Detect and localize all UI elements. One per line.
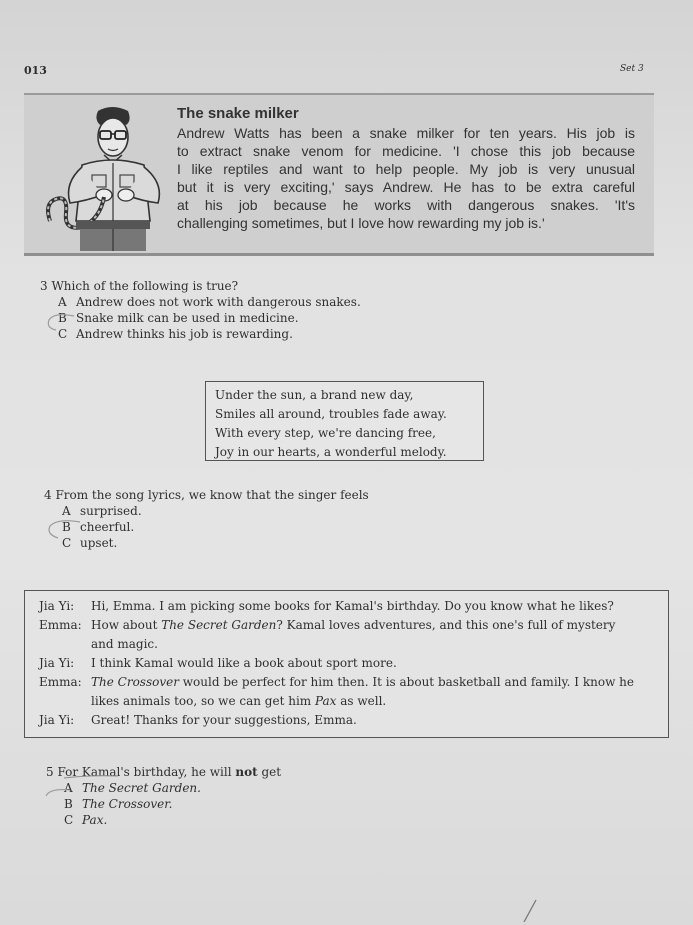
answer-option-a[interactable]: [40, 294, 361, 310]
passage-line: challenging sometimes, but I love how rewarding my job is.': [177, 215, 545, 231]
pencil-circle-mark: [44, 312, 78, 332]
question-stem: 3 Which of the following is true?: [40, 279, 239, 293]
answer-option-c[interactable]: [46, 812, 281, 828]
option-text: The Crossover.: [82, 797, 173, 811]
option-text: cheerful.: [80, 520, 135, 534]
option-letter: B: [58, 311, 67, 325]
passage-line: Andrew Watts has been a snake milker for ten years. His job is: [177, 125, 635, 141]
dialogue-box: [24, 590, 669, 738]
dialogue-text: Great! Thanks for your suggestions, Emma.: [91, 713, 357, 727]
dialogue-text: Hi, Emma. I am picking some books for Kamal's birthday. Do you know what he likes?: [91, 599, 614, 613]
dialogue-line: [39, 616, 662, 654]
speaker-label: Jia Yi:: [39, 713, 75, 727]
set-label: Set 3: [620, 64, 644, 74]
dialogue-text-part: ? Kamal loves adventures, and this one's full of mystery: [276, 618, 616, 632]
page-number: 013: [24, 64, 47, 77]
stem-emphasis: not: [235, 765, 258, 779]
passage-title: The snake milker: [177, 105, 299, 122]
answer-option-c[interactable]: [44, 535, 369, 551]
option-text: Snake milk can be used in medicine.: [76, 311, 299, 325]
option-letter: C: [62, 536, 72, 550]
lyric-line: Under the sun, a brand new day,: [215, 388, 414, 402]
option-text: Pax.: [82, 813, 108, 827]
dialogue-line: [39, 654, 662, 673]
dialogue-text-part: would be perfect for him then. It is about basketball and family. I know he: [178, 675, 634, 689]
dialogue-text: [91, 616, 662, 635]
book-title: The Secret Garden: [161, 618, 277, 632]
answer-option-b[interactable]: [40, 310, 361, 326]
option-letter: B: [64, 797, 73, 811]
answer-option-c[interactable]: [40, 326, 361, 342]
option-letter: C: [58, 327, 68, 341]
dialogue-text-part: How about: [91, 618, 162, 632]
speaker-label: Jia Yi:: [39, 656, 75, 670]
book-title: The Crossover: [91, 675, 179, 689]
question-stem: 4 From the song lyrics, we know that the singer feels: [44, 488, 369, 502]
pencil-underline-mark: [40, 768, 120, 802]
speaker-label: Jia Yi:: [39, 599, 75, 613]
lyric-line: Joy in our hearts, a wonderful melody.: [215, 445, 447, 459]
snake-milker-illustration: [42, 103, 180, 251]
dialogue-text-part: as well.: [336, 694, 387, 708]
lyric-line: Smiles all around, troubles fade away.: [215, 407, 447, 421]
passage-line: I like reptiles and want to help people. My job is very unusual: [177, 161, 635, 177]
pencil-circle-mark: [44, 518, 84, 540]
dialogue-continuation: [91, 692, 662, 711]
dialogue-continuation: and magic.: [91, 637, 158, 651]
pencil-stroke-mark: [520, 898, 540, 924]
option-text: upset.: [80, 536, 118, 550]
passage-line: to extract snake venom for medicine. 'I chose this job because: [177, 143, 635, 159]
option-letter: A: [64, 781, 73, 795]
stem-text: get: [257, 765, 282, 779]
dialogue-text: [91, 673, 662, 692]
option-text: Andrew thinks his job is rewarding.: [76, 327, 293, 341]
passage-body: [177, 124, 635, 232]
option-text: surprised.: [80, 504, 142, 518]
dialogue-line: [39, 673, 662, 711]
dialogue-text: I think Kamal would like a book about sport more.: [91, 656, 397, 670]
stem-text: 5 For Kamal's birthday, he will: [46, 765, 236, 779]
question-4: [44, 487, 369, 551]
option-text: Andrew does not work with dangerous snakes.: [76, 295, 361, 309]
dialogue-text-part: likes animals too, so we can get him: [91, 694, 315, 708]
dialogue-line: [39, 711, 662, 730]
passage-box: [24, 93, 654, 256]
question-3: [40, 278, 361, 342]
option-text: The Secret Garden.: [82, 781, 201, 795]
option-letter: A: [58, 295, 67, 309]
option-letter: C: [64, 813, 74, 827]
lyric-line: With every step, we're dancing free,: [215, 426, 436, 440]
song-lyrics-box: [205, 381, 484, 461]
speaker-label: Emma:: [39, 618, 82, 632]
passage-line: but it is very exciting,' says Andrew. He has to be extra careful: [177, 179, 635, 195]
book-title: Pax: [314, 694, 337, 708]
option-letter: B: [62, 520, 71, 534]
answer-option-a[interactable]: [44, 503, 369, 519]
dialogue-line: [39, 597, 662, 616]
answer-option-b[interactable]: [44, 519, 369, 535]
option-letter: A: [62, 504, 71, 518]
passage-line: at his job because he works with dangerous snakes. 'It's: [177, 197, 635, 213]
speaker-label: Emma:: [39, 675, 82, 689]
